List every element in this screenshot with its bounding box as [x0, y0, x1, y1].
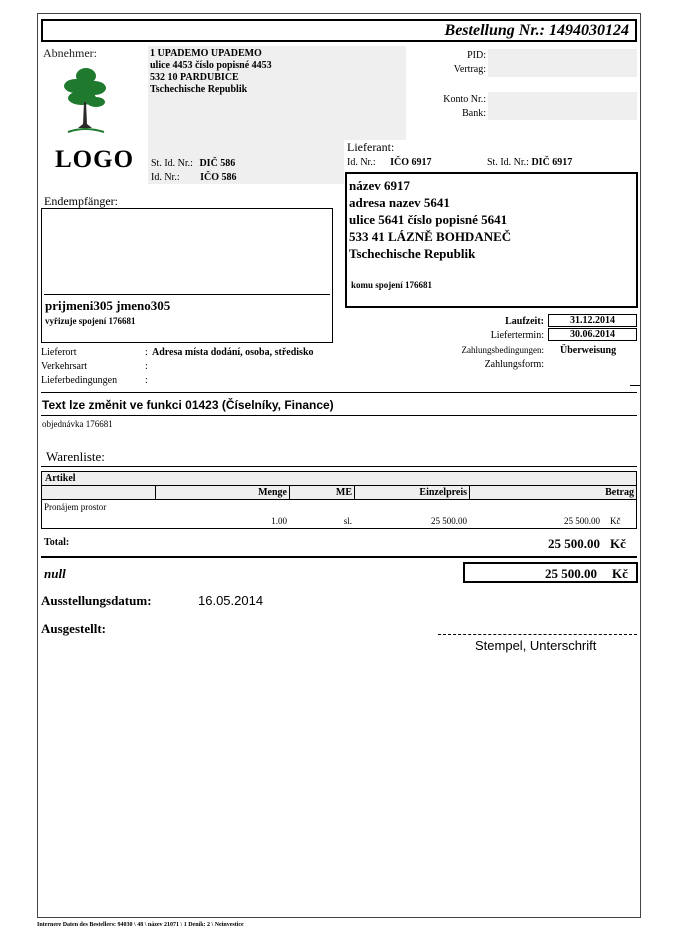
refs-bg-1 [488, 49, 637, 77]
totals-divider [41, 556, 637, 558]
supplier-street: ulice 5641 číslo popisné 5641 [349, 212, 508, 227]
signature-line [438, 634, 637, 635]
transport-colon: : [145, 361, 148, 372]
supplier-id [347, 157, 432, 168]
col-amount: Betrag [605, 487, 634, 498]
supplier-st-id-label: St. Id. Nr.: [487, 157, 529, 168]
payment-cond-value: Überweisung [560, 345, 617, 356]
supplier-name: název 6917 [349, 178, 411, 193]
total-label: Total: [44, 537, 70, 548]
term-label: Laufzeit: [505, 316, 544, 327]
note-title: Text lze změnit ve funkci 01423 (Číselníky, Finance) [42, 398, 334, 412]
supplier-st-id [487, 157, 572, 168]
customer-st-id-value: DIČ 586 [199, 158, 236, 169]
grand-total-box [463, 562, 638, 583]
col-article: Artikel [45, 473, 76, 484]
section-divider-1 [41, 392, 637, 393]
supplier-addr1: adresa nazev 5641 [349, 195, 450, 210]
null-label: null [44, 566, 66, 581]
supplier-st-id-value: DIČ 6917 [531, 157, 573, 168]
bank-label: Bank: [462, 108, 486, 119]
issue-date-value: 16.05.2014 [198, 593, 264, 608]
customer-st-id-label: St. Id. Nr.: [151, 158, 193, 169]
logo-text: LOGO [55, 146, 135, 173]
recipient-name: prijmeni305 jmeno305 [45, 298, 171, 313]
customer-label: Abnehmer: [43, 46, 97, 60]
total-currency: Kč [610, 536, 626, 551]
item-currency: Kč [610, 516, 621, 526]
delivery-terms-colon: : [145, 375, 148, 386]
customer-name: 1 UPADEMO UPADEMO [150, 48, 262, 59]
delivery-terms-label: Lieferbedingungen [41, 375, 118, 386]
supplier-label: Lieferant: [347, 140, 395, 154]
customer-address [150, 48, 272, 96]
col-unit-price: Einzelpreis [419, 487, 467, 498]
item-unit: sl. [343, 516, 352, 526]
supplier-country: Tschechische Republik [349, 246, 476, 261]
payment-cond-label: Zahlungsbedingungen: [461, 345, 544, 355]
supplier-id-label: Id. Nr.: [347, 157, 376, 168]
footer-text: Internere Daten des Bestellers: 94030 \ 48 \ název 21071 \ 1 Deník: 2 \ Neinvestice [37, 922, 244, 928]
title-box [41, 19, 637, 42]
logo-tree-icon [62, 66, 108, 138]
contract-label: Vertrag: [453, 64, 486, 75]
item-name: Pronájem prostor [44, 502, 107, 512]
supplier-id-value: IČO 6917 [390, 157, 432, 168]
customer-id [151, 172, 237, 183]
recipient-handled: vyřizuje spojení 176681 [45, 316, 136, 326]
col-unit: ME [335, 487, 352, 498]
items-top-line [41, 466, 637, 467]
table-row [41, 499, 637, 529]
grand-total-value: 25 500.00 [545, 566, 597, 581]
supplier-address [349, 177, 511, 262]
grand-total-currency: Kč [612, 566, 628, 581]
customer-id-label: Id. Nr.: [151, 172, 180, 183]
order-title: Bestellung Nr.: 1494030124 [444, 22, 629, 39]
payment-tick [630, 385, 640, 386]
recipient-label: Endempfänger: [44, 194, 118, 208]
items-header-row2 [41, 485, 637, 500]
term-value: 31.12.2014 [548, 314, 637, 327]
recipient-divider [44, 294, 330, 295]
account-label: Konto Nr.: [443, 94, 486, 105]
supplier-contact: komu spojení 176681 [351, 280, 433, 290]
item-qty: 1.00 [271, 516, 287, 526]
delivery-place-label: Lieferort [41, 347, 77, 358]
items-header-row1 [41, 471, 637, 486]
item-unit-price: 25 500.00 [431, 516, 467, 526]
payment-form-label: Zahlungsform: [484, 359, 544, 370]
signature-label: Stempel, Unterschrift [475, 638, 597, 653]
customer-city: 532 10 PARDUBICE [150, 72, 239, 83]
note-ref: objednávka 176681 [42, 419, 113, 429]
total-value: 25 500.00 [548, 536, 600, 551]
refs-bg-2 [488, 92, 637, 120]
items-heading: Warenliste: [46, 449, 105, 464]
delivery-date-label: Liefertermin: [490, 330, 544, 341]
customer-country: Tschechische Republik [150, 84, 248, 95]
item-amount: 25 500.00 [564, 516, 600, 526]
section-divider-2 [41, 415, 637, 416]
customer-st-id [151, 158, 235, 169]
customer-id-value: IČO 586 [200, 172, 237, 183]
issue-date-label: Ausstellungsdatum: [41, 593, 152, 608]
col-qty: Menge [258, 487, 287, 498]
customer-street: ulice 4453 číslo popisné 4453 [150, 60, 272, 71]
transport-label: Verkehrsart [41, 361, 88, 372]
supplier-city: 533 41 LÁZNĚ BOHDANEČ [349, 229, 512, 244]
delivery-place-value: Adresa místa dodání, osoba, středisko [152, 347, 314, 358]
delivery-date-value: 30.06.2014 [548, 328, 637, 341]
pid-label: PID: [467, 50, 486, 61]
issued-label: Ausgestellt: [41, 621, 106, 636]
delivery-place-colon: : [145, 347, 148, 358]
